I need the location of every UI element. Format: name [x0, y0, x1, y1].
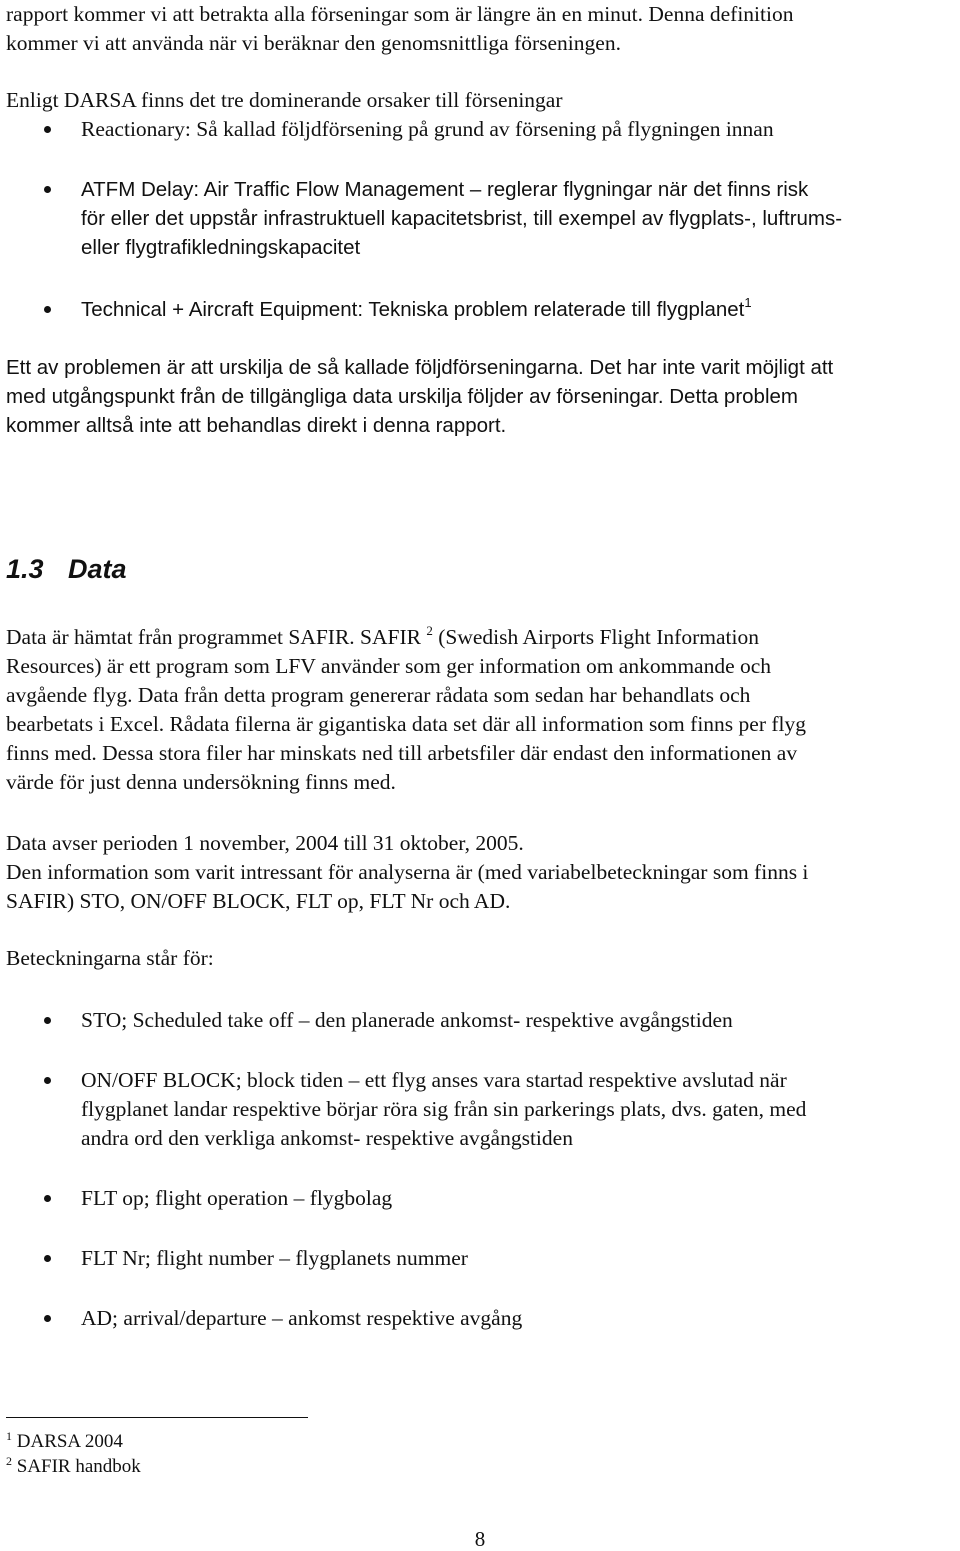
bullet-icon: [44, 1017, 51, 1024]
bullet-line: andra ord den verkliga ankomst- respektive avgångstiden: [81, 1126, 573, 1150]
paragraph-line: värde för just denna undersökning finns med.: [6, 770, 396, 794]
bullet-icon: [44, 1077, 51, 1084]
paragraph-line: Ett av problemen är att urskilja de så kallade följdförseningarna. Det har inte varit möjligt att: [6, 356, 834, 379]
data-paragraph: [6, 623, 951, 797]
footnote-text: DARSA 2004: [16, 1431, 123, 1452]
paragraph-line: Resources) är ett program som LFV använder som ger information om ankommande och: [6, 654, 772, 678]
bullet-text: STO; Scheduled take off – den planerade ankomst- respektive avgångstiden: [81, 1008, 733, 1032]
bullet-line: ON/OFF BLOCK; block tiden – ett flyg anses vara startad respektive avslutad när: [81, 1068, 787, 1092]
paragraph-line: finns med. Dessa stora filer har minskats ned till arbetsfiler där endast den informationen av: [6, 741, 798, 765]
bullet-icon: [44, 1255, 51, 1262]
darsa-lead: Enligt DARSA finns det tre dominerande orsaker till förseningar: [6, 88, 563, 112]
paragraph-line: avgående flyg. Data från detta program genererar rådata som sedan har behandlats och: [6, 683, 751, 707]
intro-line: kommer vi att använda när vi beräknar den genomsnittliga förseningen.: [6, 31, 621, 55]
footnote-2: [6, 1455, 141, 1479]
footnote-number: 1: [6, 1429, 12, 1443]
bullet-icon: [44, 186, 51, 193]
paragraph-line: kommer alltså inte att behandlas direkt i denna rapport.: [6, 414, 507, 437]
paragraph-line: Den information som varit intressant för analyserna är (med variabelbeteckningar som finns i: [6, 860, 809, 884]
footnote-ref: 2: [426, 623, 433, 638]
bullet-text: FLT op; flight operation – flygbolag: [81, 1186, 393, 1210]
bullet-line: eller flygtrafikledningskapacitet: [81, 236, 361, 259]
bullet-text: AD; arrival/departure – ankomst respektive avgång: [81, 1306, 523, 1330]
section-heading: [6, 552, 127, 586]
bullet-text: [81, 295, 951, 324]
bullet-icon: [44, 1195, 51, 1202]
paragraph-line: Data är hämtat från programmet SAFIR. SAFIR $^2$ (Swedish Airports Flight Information: [6, 623, 759, 649]
period-paragraph: [6, 829, 951, 916]
footnote-text: SAFIR handbok: [16, 1456, 141, 1477]
footnote-divider: [6, 1417, 308, 1418]
footnote-1: [6, 1430, 123, 1454]
legend-lead: Beteckningarna står för:: [6, 946, 214, 970]
bullet-line: för eller det uppstår infrastruktuell kapacitetsbrist, till exempel av flygplats-, luftrums-: [81, 207, 843, 230]
problem-paragraph: [6, 353, 951, 440]
intro-line: rapport kommer vi att betrakta alla förseningar som är längre än en minut. Denna definition: [6, 2, 794, 26]
page-number: 8: [474, 1527, 486, 1551]
bullet-line: Technical + Aircraft Equipment: Tekniska problem relaterade till flygplanet: [81, 298, 745, 321]
bullet-icon: [44, 126, 51, 133]
bullet-line: flygplanet landar respektive börjar röra sig från sin parkerings plats, dvs. gaten, med: [81, 1097, 807, 1121]
bullet-icon: [44, 306, 51, 313]
bullet-icon: [44, 1315, 51, 1322]
bullet-text: Reactionary: Så kallad följdförsening på grund av försening på flygningen innan: [81, 117, 774, 141]
bullet-text: [81, 175, 951, 262]
footnote-ref: 1: [744, 295, 752, 310]
intro-paragraph: [6, 0, 951, 58]
paragraph-line: med utgångspunkt från de tillgängliga data urskilja följder av förseningar. Detta problem: [6, 385, 798, 408]
section-title: Data: [68, 554, 127, 584]
footnote-number: 2: [6, 1454, 12, 1468]
bullet-line: ATFM Delay: Air Traffic Flow Management – reglerar flygningar när det finns risk: [81, 178, 809, 201]
paragraph-line: bearbetats i Excel. Rådata filerna är gigantiska data set där all information som finns per flyg: [6, 712, 806, 736]
section-number: 1.3: [6, 554, 44, 584]
paragraph-line: Data avser perioden 1 november, 2004 till 31 oktober, 2005.: [6, 831, 524, 855]
bullet-text: FLT Nr; flight number – flygplanets nummer: [81, 1246, 468, 1270]
bullet-text: [81, 1066, 951, 1153]
paragraph-line: SAFIR) STO, ON/OFF BLOCK, FLT op, FLT Nr och AD.: [6, 889, 511, 913]
